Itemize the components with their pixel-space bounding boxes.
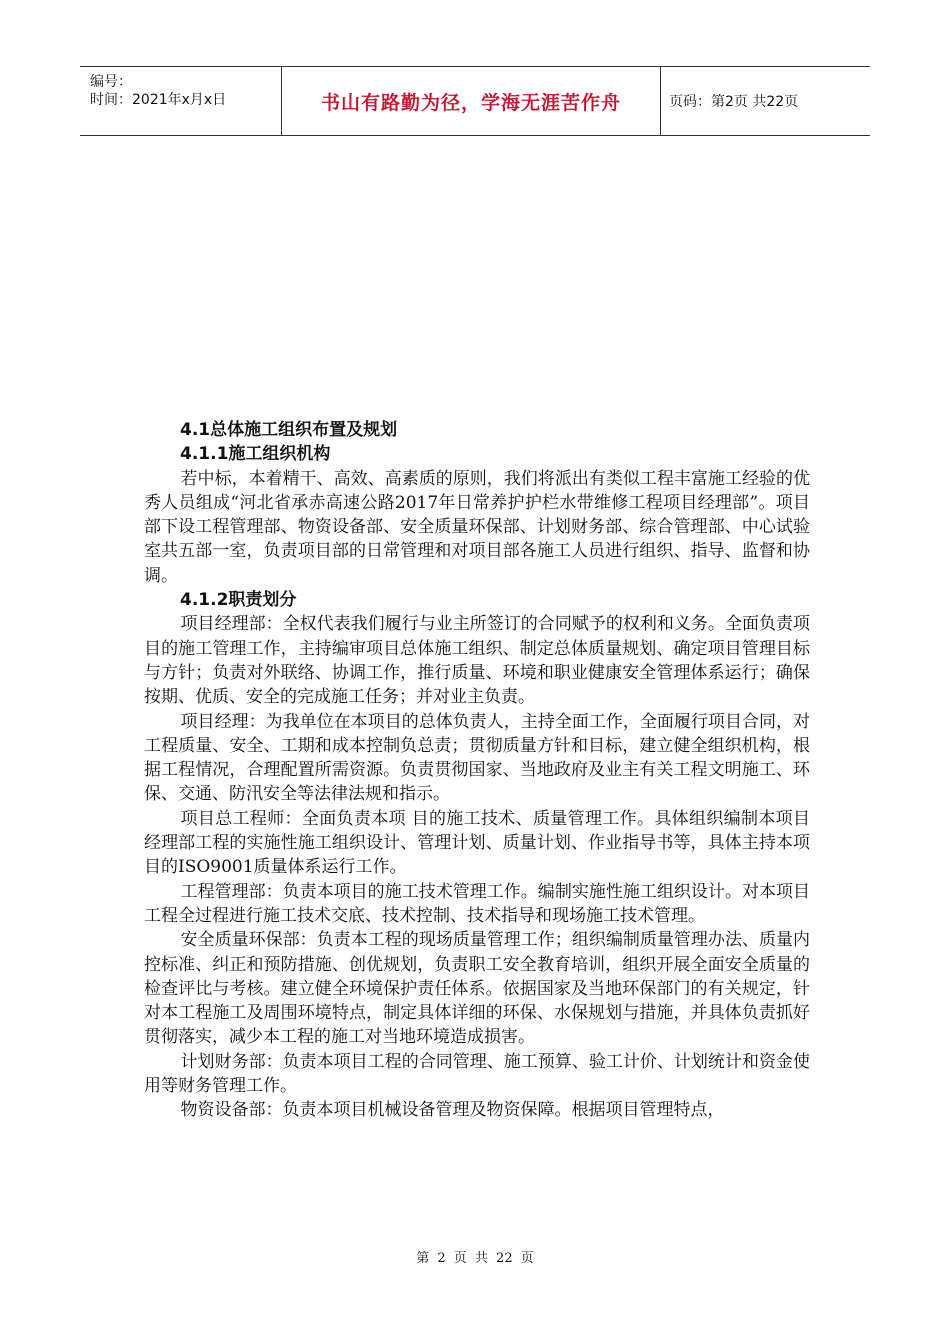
paragraph-engineering-dept: 工程管理部：负责本项目的施工技术管理工作。编制实施性施工组织设计。对本项目工程全过程进行施工技术交底、技术控制、技术指导和现场施工技术管理。 bbox=[144, 881, 810, 926]
header-motto: 书山有路勤为径，学海无涯苦作舟 bbox=[282, 67, 661, 135]
document-body bbox=[144, 418, 810, 1123]
paragraph-chief-engineer: 项目总工程师：全面负责本项 目的施工技术、质量管理工作。具体组织编制本项目经理部工程的实施性施工组织设计、管理计划、质量计划、作业指导书等，具体主持本项目的ISO9001质量体系运行工作。 bbox=[144, 808, 810, 878]
paragraph-safety-quality-dept: 安全质量环保部：负责本工程的现场质量管理工作；组织编制质量管理办法、质量内控标准、纠正和预防措施、创优规划，负责职工安全教育培训，组织开展全面安全质量的检查评比与考核。建立健全环境保护责任体系。依据国家及当地环保部门的有关规定，针对本工程施工及周围环境特点，制定具体详细的环保、水保规划与措施，并具体负责抓好贯彻落实，减少本工程的施工对当地环境造成损害。 bbox=[144, 930, 810, 1048]
heading-4-1-2: 4.1.2职责划分 bbox=[180, 590, 297, 611]
header-page-label: 页码：第2页 共22页 bbox=[669, 94, 799, 110]
time-label: 时间：2021年x月x日 bbox=[90, 92, 227, 108]
heading-4-1: 4.1总体施工组织布置及规划 bbox=[180, 420, 398, 440]
header-meta bbox=[80, 67, 282, 135]
page-header bbox=[80, 66, 870, 136]
paragraph-project-manager: 项目经理：为我单位在本项目的总体负责人，主持全面工作，全面履行项目合同，对工程质量、安全、工期和成本控制负总责；贯彻质量方针和目标，建立健全组织机构，根据工程情况，合理配置所需资源。负责贯彻国家、当地政府及业主有关工程文明施工、环保、交通、防汛安全等法律法规和指示。 bbox=[144, 711, 810, 805]
page-footer: 第 2 页 共 22 页 bbox=[416, 1251, 534, 1266]
paragraph-organization: 若中标，本着精干、高效、高素质的原则，我们将派出有类似工程丰富施工经验的优秀人员组成“河北省承赤高速公路2017年日常养护护栏水带维修工程项目经理部”。项目部下设工程管理部、物资设备部、安全质量环保部、计划财务部、综合管理部、中心试验室共五部一室，负责项目部的日常管理和对项目部各施工人员进行组织、指导、监督和协调。 bbox=[144, 468, 810, 586]
paragraph-materials-dept: 物资设备部：负责本项目机械设备管理及物资保障。根据项目管理特点， bbox=[180, 1100, 725, 1121]
heading-4-1-1: 4.1.1施工组织机构 bbox=[180, 444, 331, 465]
number-label: 编号： bbox=[90, 74, 132, 90]
paragraph-project-department: 项目经理部：全权代表我们履行与业主所签订的合同赋予的权利和义务。全面负责项目的施工管理工作，主持编审项目总体施工组织、制定总体质量规划、确定项目管理目标与方针；负责对外联络、协调工作，推行质量、环境和职业健康安全管理体系运行；确保按期、优质、安全的完成施工任务；并对业主负责。 bbox=[144, 614, 810, 708]
paragraph-finance-dept: 计划财务部：负责本项目工程的合同管理、施工预算、验工计价、计划统计和资金使用等财务管理工作。 bbox=[144, 1051, 810, 1097]
